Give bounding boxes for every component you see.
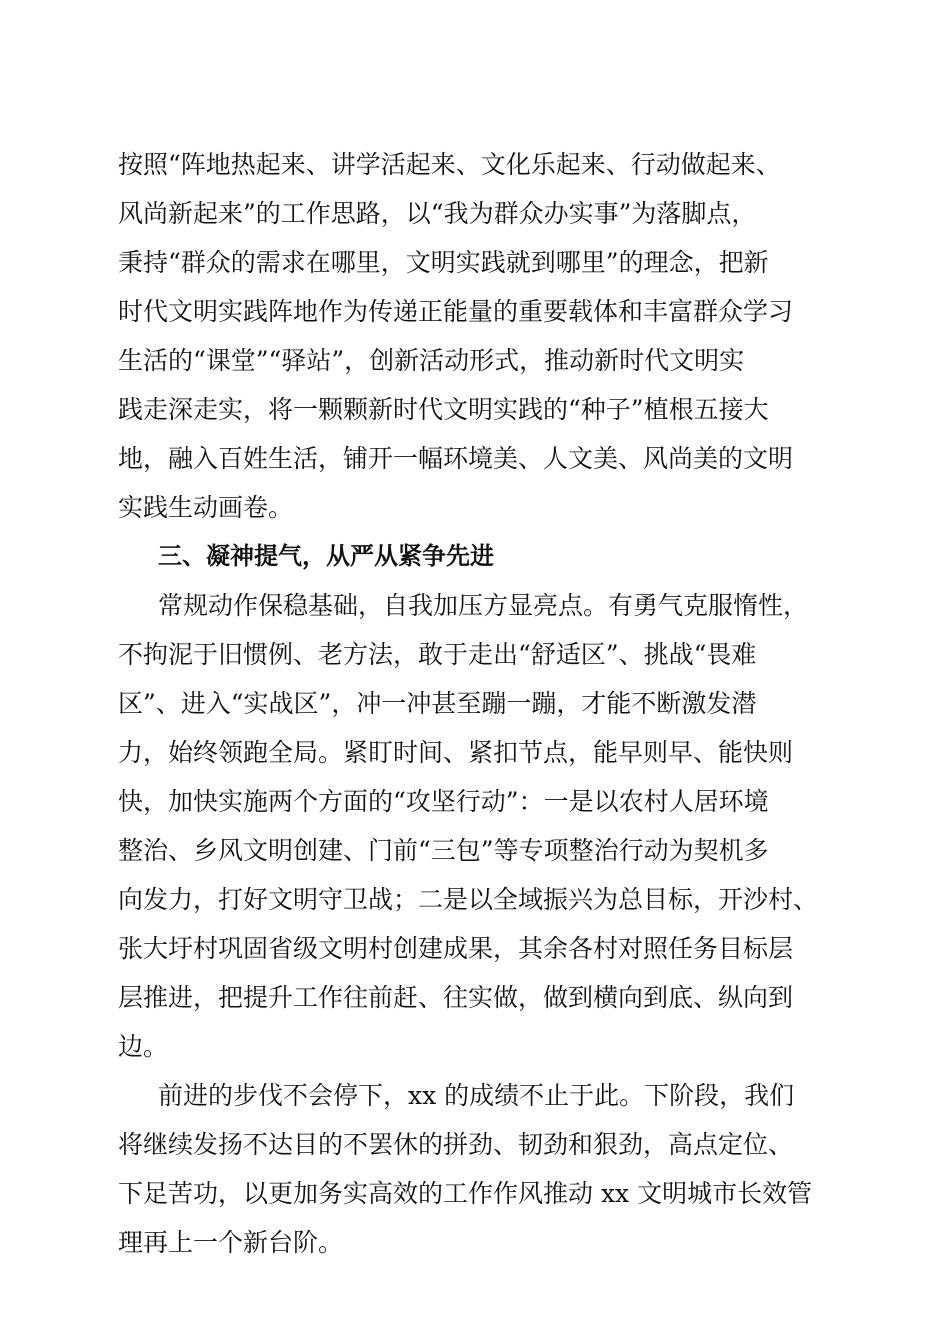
section-3-heading: 三、凝神提气，从严从紧争先进 [158, 542, 494, 570]
paragraph-line: 风尚新起来”的工作思路，以“我为群众办实事”为落脚点， [118, 199, 757, 228]
paragraph-line: 边。 [118, 1032, 169, 1061]
paragraph-line: 将继续发扬不达目的不罢休的拼劲、韧劲和狠劲，高点定位、 [118, 1130, 794, 1159]
paragraph-line: 力，始终领跑全局。紧盯时间、紧扣节点，能早则早、能快则 [118, 738, 794, 767]
paragraph-line: 理再上一个新台阶。 [118, 1228, 344, 1257]
paragraph-line: 实践生动画卷。 [118, 493, 294, 522]
paragraph-3 [118, 1071, 838, 1267]
paragraph-line: 地，融入百姓生活，铺开一幅环境美、人文美、风尚美的文明 [118, 444, 794, 473]
paragraph-line: 向发力，打好文明守卫战；二是以全域振兴为总目标，开沙村、 [118, 885, 819, 914]
paragraph-line: 践走深走实，将一颗颗新时代文明实践的“种子”植根五接大 [118, 395, 769, 424]
paragraph-line: 前进的步伐不会停下，xx 的成绩不止于此。下阶段，我们 [158, 1081, 795, 1110]
paragraph-line: 快，加快实施两个方面的“攻坚行动”：一是以农村人居环境 [118, 787, 769, 816]
paragraph-line: 秉持“群众的需求在哪里，文明实践就到哪里”的理念，把新 [118, 248, 769, 277]
paragraph-1 [118, 140, 838, 532]
paragraph-line: 常规动作保稳基础，自我加压方显亮点。有勇气克服惰性， [158, 591, 809, 620]
paragraph-line: 生活的“课堂”“驿站”，创新活动形式，推动新时代文明实 [118, 346, 745, 375]
paragraph-line: 不拘泥于旧惯例、老方法，敢于走出“舒适区”、挑战“畏难 [118, 640, 757, 669]
paragraph-line: 张大圩村巩固省级文明村创建成果，其余各村对照任务目标层 [118, 934, 794, 963]
paragraph-line: 区”、进入“实战区”，冲一冲甚至蹦一蹦，才能不断激发潜 [118, 689, 757, 718]
document-body [118, 140, 838, 1267]
section-heading-block [118, 532, 838, 581]
paragraph-line: 按照“阵地热起来、讲学活起来、文化乐起来、行动做起来、 [118, 150, 781, 179]
paragraph-2 [118, 581, 838, 1071]
paragraph-line: 层推进，把提升工作往前赶、往实做，做到横向到底、纵向到 [118, 983, 794, 1012]
paragraph-line: 下足苦功，以更加务实高效的工作作风推动 xx 文明城市长效管 [118, 1179, 813, 1208]
paragraph-line: 整治、乡风文明创建、门前“三包”等专项整治行动为契机多 [118, 836, 769, 865]
paragraph-line: 时代文明实践阵地作为传递正能量的重要载体和丰富群众学习 [118, 297, 794, 326]
